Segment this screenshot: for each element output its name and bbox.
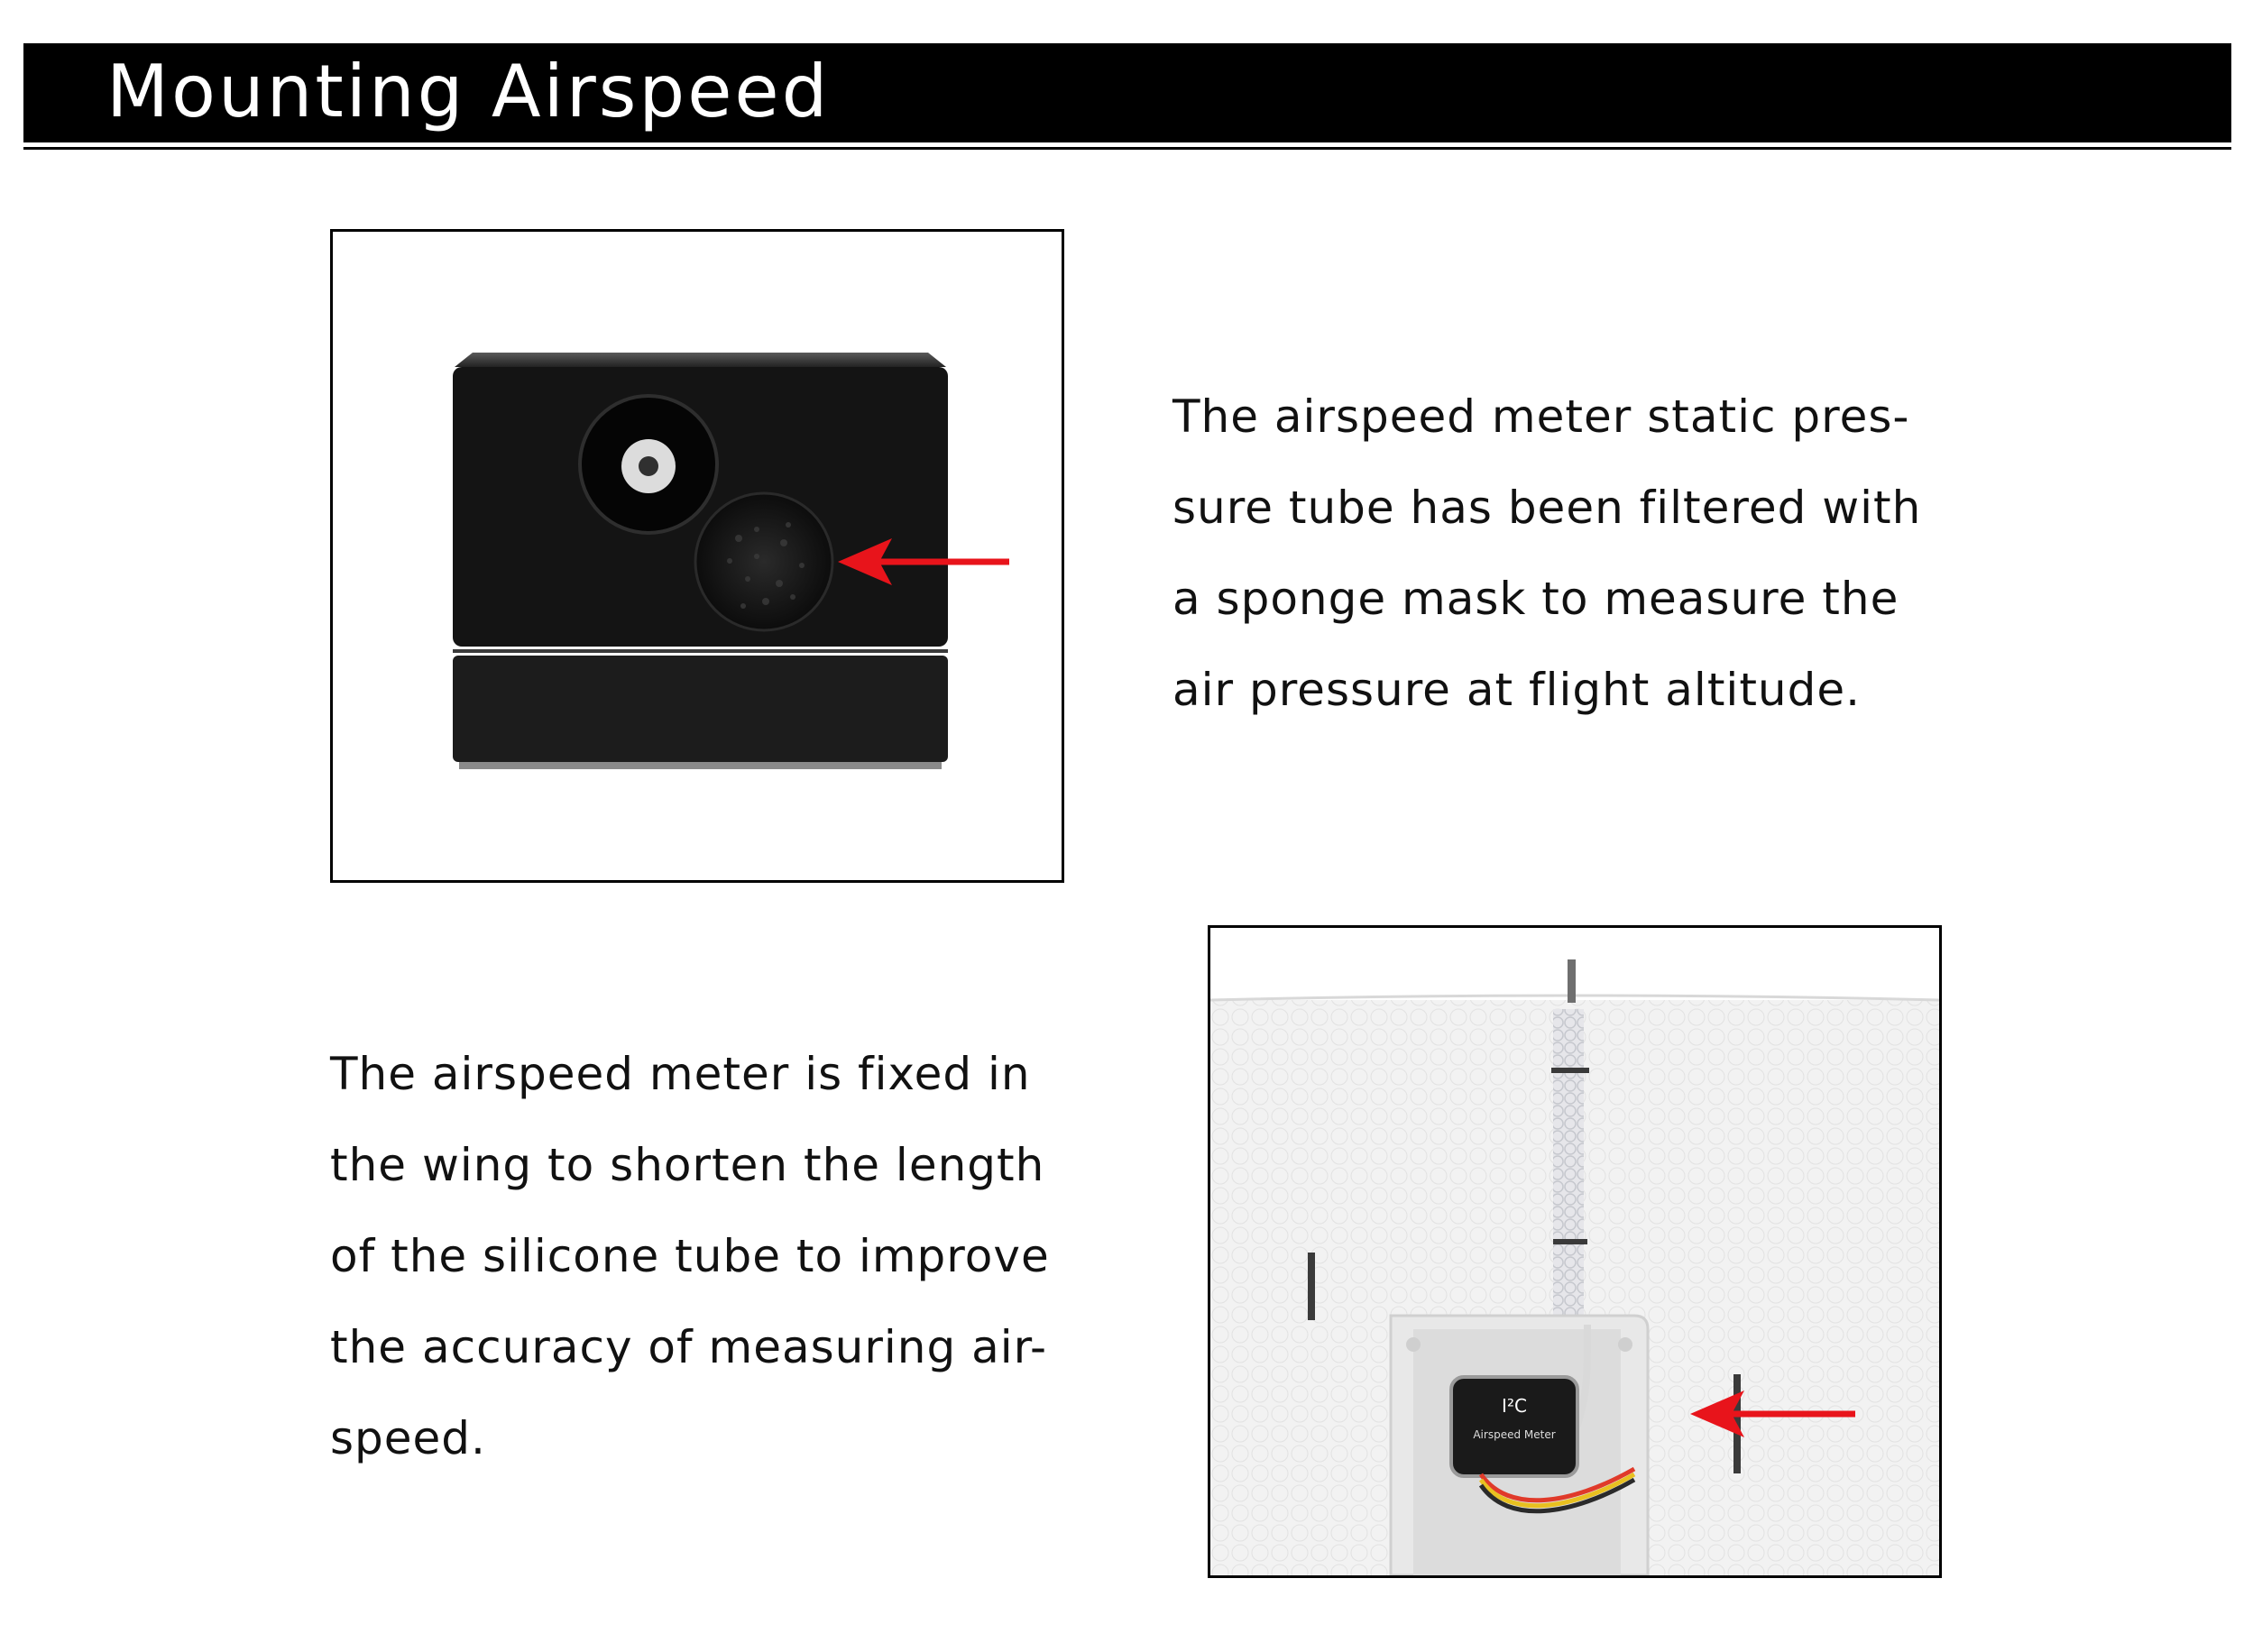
wing-mount-line-2: the wing to shorten the length (330, 1139, 1045, 1191)
header-bar (23, 43, 2231, 142)
static-tube-description (1172, 372, 1921, 736)
airspeed-meter-end-illustration (333, 232, 1062, 880)
module-label-name: Airspeed Meter (1473, 1428, 1556, 1441)
wing-mount-line-1: The airspeed meter is fixed in (330, 1048, 1031, 1100)
static-tube-line-2: sure tube has been filtered with (1172, 482, 1922, 534)
wing-mount-description (330, 1029, 1050, 1484)
static-tube-line-4: air pressure at flight altitude. (1172, 664, 1862, 716)
meter-cap (453, 656, 948, 762)
sponge-static-port (695, 493, 832, 630)
meter-base-edge (459, 762, 942, 769)
wing-mount-illustration (1210, 928, 1939, 1575)
static-tube-line-3: a sponge mask to measure the (1172, 573, 1899, 625)
module-label-i2c: I²C (1502, 1395, 1527, 1417)
header-rule (23, 147, 2231, 150)
static-port-photo (330, 229, 1064, 883)
wing-mount-line-5: speed. (330, 1412, 486, 1464)
wing-mount-photo (1208, 925, 1942, 1578)
wing-mount-line-4: the accuracy of measuring air- (330, 1321, 1048, 1373)
meter-top-edge (455, 353, 946, 367)
alignment-pin (1568, 959, 1576, 1003)
page-title: Mounting Airspeed (106, 50, 831, 133)
airspeed-meter-module (1451, 1377, 1577, 1476)
wing-mount-line-3: of the silicone tube to improve (330, 1230, 1050, 1282)
static-tube-line-1: The airspeed meter static pres- (1172, 390, 1910, 443)
